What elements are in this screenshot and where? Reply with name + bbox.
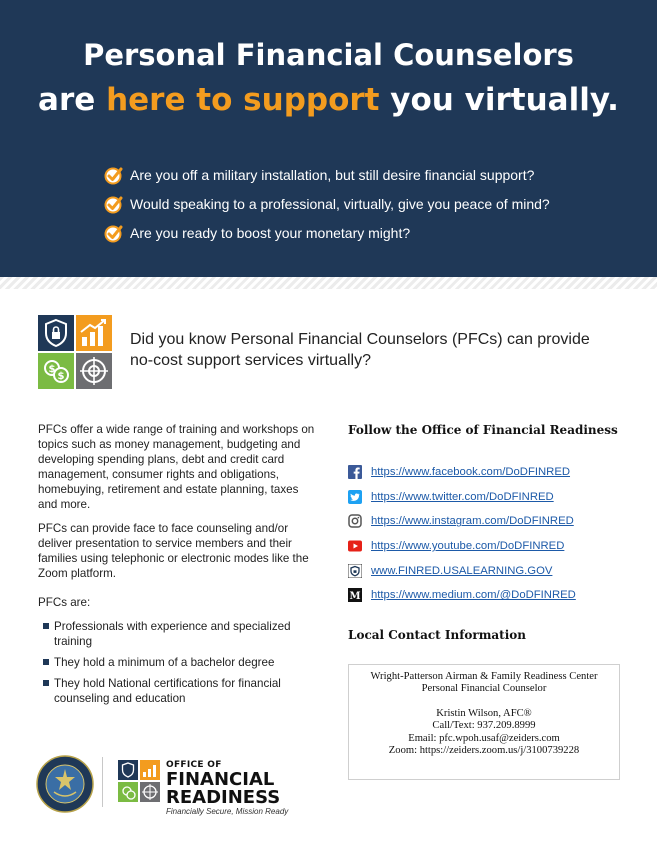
list-item: They hold a minimum of a bachelor degree <box>38 655 316 670</box>
social-link-twitter[interactable] <box>348 485 618 510</box>
department-of-defense-seal <box>36 755 94 813</box>
ofr-tagline: Financially Secure, Mission Ready <box>166 807 289 816</box>
contact-email[interactable]: Email: pfc.wpoh.usaf@zeiders.com <box>408 732 560 744</box>
social-link-youtube[interactable] <box>348 534 618 559</box>
contact-name: Kristin Wilson, AFC® <box>436 707 532 719</box>
diagonal-stripe-divider <box>0 277 657 289</box>
list-item: Professionals with experience and specialized training <box>38 619 316 649</box>
financial-readiness-icon <box>38 315 112 389</box>
social-link-instagram[interactable] <box>348 509 618 534</box>
paragraph-counseling: PFCs can provide face to face counseling and/or deliver presentation to service members and their families using telephonic or electronic modes like the Zoom platform. <box>38 522 309 580</box>
instagram-link[interactable]: https://www.instagram.com/DoDFINRED <box>371 515 574 528</box>
finred-website-link[interactable]: www.FINRED.USALEARNING.GOV <box>371 564 553 577</box>
youtube-link[interactable]: https://www.youtube.com/DoDFINRED <box>371 540 565 553</box>
ofr-line2: FINANCIAL <box>166 769 275 790</box>
contact-phone: Call/Text: 937.209.8999 <box>432 720 536 732</box>
hero-title-post: you virtually. <box>379 82 619 118</box>
pfcs-are-label: PFCs are: <box>38 596 91 609</box>
hero-title-line1: Personal Financial Counselors <box>83 38 574 72</box>
question-text: Are you off a military installation, but still desire financial support? <box>130 166 535 183</box>
svg-text:M: M <box>349 591 361 603</box>
contact-card <box>348 664 620 780</box>
follow-heading: Follow the Office of Financial Readiness <box>348 423 618 437</box>
hero-title-pre: are <box>38 82 107 118</box>
twitter-icon <box>348 490 362 504</box>
ofr-line1: OFFICE OF <box>166 760 222 770</box>
local-contact-heading: Local Contact Information <box>348 628 527 642</box>
hero-title-highlight: here to support <box>106 82 380 118</box>
svg-text:$: $ <box>48 364 56 375</box>
did-you-know-text: Did you know Personal Financial Counselors (PFCs) can provide no-cost support services virtually? <box>130 331 590 369</box>
medium-icon <box>348 588 362 602</box>
ofr-logo-text <box>166 760 280 806</box>
contact-zoom[interactable]: Zoom: https://zeiders.zoom.us/j/3100739228 <box>388 745 580 757</box>
medium-link[interactable]: https://www.medium.com/@DoDFINRED <box>371 589 576 602</box>
youtube-icon <box>348 539 362 553</box>
social-link-medium[interactable] <box>348 583 618 608</box>
follow-section <box>348 423 618 608</box>
question-text: Are you ready to boost your monetary might? <box>130 224 411 241</box>
ofr-logo-icon <box>118 760 160 802</box>
svg-text:$: $ <box>57 371 65 382</box>
question-item <box>104 160 550 189</box>
footer-divider <box>102 757 103 807</box>
hero-title-line2 <box>0 82 657 118</box>
question-text: Would speaking to a professional, virtually, give you peace of mind? <box>130 195 550 212</box>
facebook-link[interactable]: https://www.facebook.com/DoDFINRED <box>371 466 571 479</box>
pfc-qualifications-list <box>38 619 316 706</box>
contact-org: Wright-Patterson Airman & Family Readiness Center <box>370 671 598 682</box>
social-link-facebook[interactable] <box>348 460 618 485</box>
twitter-link[interactable]: https://www.twitter.com/DoDFINRED <box>371 490 554 503</box>
question-item <box>104 189 550 218</box>
contact-role: Personal Financial Counselor <box>421 683 547 695</box>
pfc-description <box>38 422 316 712</box>
facebook-icon <box>348 465 362 479</box>
checkmark-icon <box>104 165 124 185</box>
social-links <box>348 460 618 608</box>
list-item: They hold National certifications for financial counseling and education <box>38 676 316 706</box>
finred-icon <box>348 564 362 578</box>
hero-banner <box>0 0 657 277</box>
paragraph-services: PFCs offer a wide range of training and workshops on topics such as money management, budgeting and developing spending plans, debt and credit card management, consumer rights and obligations, homebuying, retirement and estate planning, taxes and more. <box>38 423 315 511</box>
question-item <box>104 218 550 247</box>
question-list <box>104 160 550 247</box>
instagram-icon <box>348 514 362 528</box>
checkmark-icon <box>104 194 124 214</box>
checkmark-icon <box>104 223 124 243</box>
ofr-line3: READINESS <box>166 787 281 808</box>
social-link-finred[interactable] <box>348 558 618 583</box>
